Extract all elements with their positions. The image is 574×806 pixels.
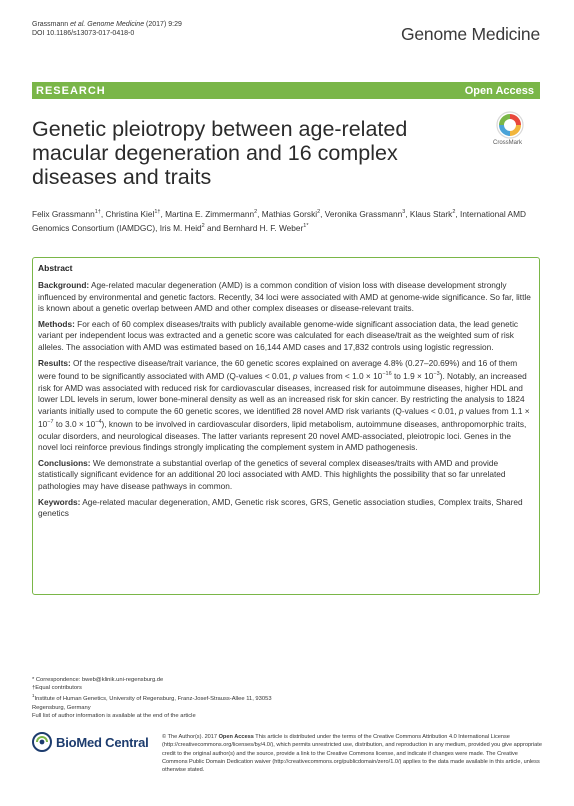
keywords-text: Age-related macular degeneration, AMD, Genetic risk scores, GRS, Genetic association studies, Complex traits, Shared genetics [38,496,523,519]
abstract-keywords [38,497,533,520]
author-name: , Veronika Grassmann [320,208,403,219]
citation-journal: Genome Medicine [87,21,145,28]
author-affil-sup: 1* [303,222,309,229]
author-name: , Mathias Gorski [257,208,318,219]
author-list [32,206,542,234]
biomed-central-logo-icon [32,732,52,752]
results-text: to 3.0 × 10 [53,419,96,430]
open-access-label: Open Access [464,84,534,97]
affiliation-number: 1 [32,693,35,699]
results-exponent: −16 [382,371,392,378]
copyright-text: © The Author(s). 2017 [162,734,218,740]
equal-contributors-note: †Equal contributors [32,685,82,692]
results-text: values from < 1.0 × 10 [297,370,383,381]
methods-label: Methods: [38,318,75,329]
abstract-methods [38,319,533,354]
author-name: , Martina E. Zimmermann [160,208,255,219]
affiliation [32,692,282,711]
keywords-label: Keywords: [38,496,81,507]
abstract-results [38,358,533,454]
methods-text: For each of 60 complex diseases/traits with publicly available genome-wide significant association data, the lead genetic variant per independent locus was extracted and a genetic score was calculated for each disease/trait as the weighted sum of risk alleles. The association with AMD was estimated based on 16,144 AMD cases and 17,832 controls using logistic regression. [38,318,519,352]
footnotes [32,676,282,720]
results-p-symbol: p [292,370,298,381]
abstract-conclusions [38,458,533,493]
author-affil-sup: 2 [201,222,205,229]
publisher-logo [32,732,149,752]
license-text: This article is distributed under the terms of the Creative Commons Attribution 4.0 International License (http://creativecommons.org/licenses/by/4.0/), which permits unrestricted use, distribution, and reproduction in any medium, provided you give appropriate credit to the original author(s) and the source, provide a link to the Creative Commons license, and indicate if changes were made. The Creative Commons Public Domain Dedication waiver (http://creativecommons.org/publicdomain/zero/1.0/) applies to the data made available in this article, unless otherwise stated. [162,734,542,774]
abstract-heading: Abstract [38,263,73,273]
author-name: , Klaus Stark [405,208,453,219]
citation-etal: et al. [70,21,86,28]
correspondence-email[interactable]: * Correspondence: bweb@klinik.uni-regensburg.de [32,677,164,683]
section-label: RESEARCH [36,84,106,97]
results-exponent: −3 [433,371,440,378]
author-affil-sup: 2 [254,209,258,215]
author-affil-sup: 2 [317,209,321,215]
abstract-box [32,257,540,595]
section-banner [32,82,540,99]
background-label: Background: [38,280,90,290]
license-open-access: Open Access [218,734,254,740]
doi-link[interactable]: DOI 10.1186/s13073-017-0418-0 [32,30,135,37]
results-text: ), known to be involved in cardiovascular disorders, lipid metabolism, autoimmune diseases, anthropomorphic traits, ocular disorders, and neurological diseases. The latter variants represent 20 novel AMD-associated, pleiotropic loci. Genes in the novel loci reinforce previous findings strongly implicating the complement system in AMD pathogenesis. [38,419,527,453]
affiliation-text: Institute of Human Genetics, University of Regensburg, Franz-Josef-Strauss-Allee 11, 93053 Regensburg, Germany [32,696,272,711]
results-label: Results: [38,357,71,368]
background-text: Age-related macular degeneration (AMD) is a common condition of vision loss with disease development strongly influenced by environmental and genetic factors. Recently, 34 loci were associated with AMD at genome-wide significance. So far, little is known about a genetic overlap between AMD and other complex diseases or disease-relevant traits. [38,280,531,314]
conclusions-text: We demonstrate a substantial overlap of the genetics of several complex diseases/traits with AMD and provide statistically significant evidence for an additional 20 loci associated with AMD. This highlights the possibility that so far unrelated pathologies may have disease pathways in common. [38,457,506,492]
author-affil-sup: 3 [402,209,406,215]
abstract-background [38,280,533,315]
author-affil-sup: 2 [452,209,456,215]
results-p-symbol: p [458,405,464,416]
crossmark-icon[interactable] [480,110,540,140]
citation-line [32,20,182,29]
author-info-note: Full list of author information is available at the end of the article [32,712,196,719]
crossmark-label[interactable]: CrossMark [493,140,523,146]
author-name: Felix Grassmann [32,208,95,219]
article-title: Genetic pleiotropy between age-related macular degeneration and 16 complex diseases and traits [32,117,408,189]
results-text: ). Notably, an increased risk for AMD was associated with reduced risk for cardiovascular diseases, increased risk for autoimmune diseases, higher HDL and lower LDL levels in serum, lower bone-mineral density as well as an increased risk for skin cancer. By restricting the analysis to 1824 variants initially used to compute the 60 genetic scores, we identified 28 novel AMD risk variants (Q-values < 0.01, [38,370,527,416]
conclusions-label: Conclusions: [38,457,91,468]
results-text: to 1.9 × 10 [391,370,434,381]
citation-authors: Grassmann [32,21,69,28]
results-exponent: −7 [47,419,54,426]
citation-header [32,20,182,38]
author-name: , Christina Kiel [100,208,155,219]
publisher-name: BioMed Central [56,734,149,750]
results-text: values from 1.1 × 10 [38,405,530,430]
author-name: , International AMD Genomics Consortium (IAMDGC), Iris M. Heid [32,208,526,233]
results-text: Of the respective disease/trait variance, the 60 genetic scores explained on average 4.8% (0.27–20.69%) and 16 of them were found to be significantly associated with AMD (Q-values < 0.01, [38,357,518,381]
results-exponent: −4 [95,419,102,426]
author-affil-sup: 1† [154,209,161,215]
journal-name: Genome Medicine [400,24,540,44]
license-statement [162,733,542,774]
author-name: and Bernhard H. F. Weber [204,222,304,233]
citation-year-volume: (2017) 9:29 [146,21,182,28]
author-affil-sup: 1† [94,209,101,215]
